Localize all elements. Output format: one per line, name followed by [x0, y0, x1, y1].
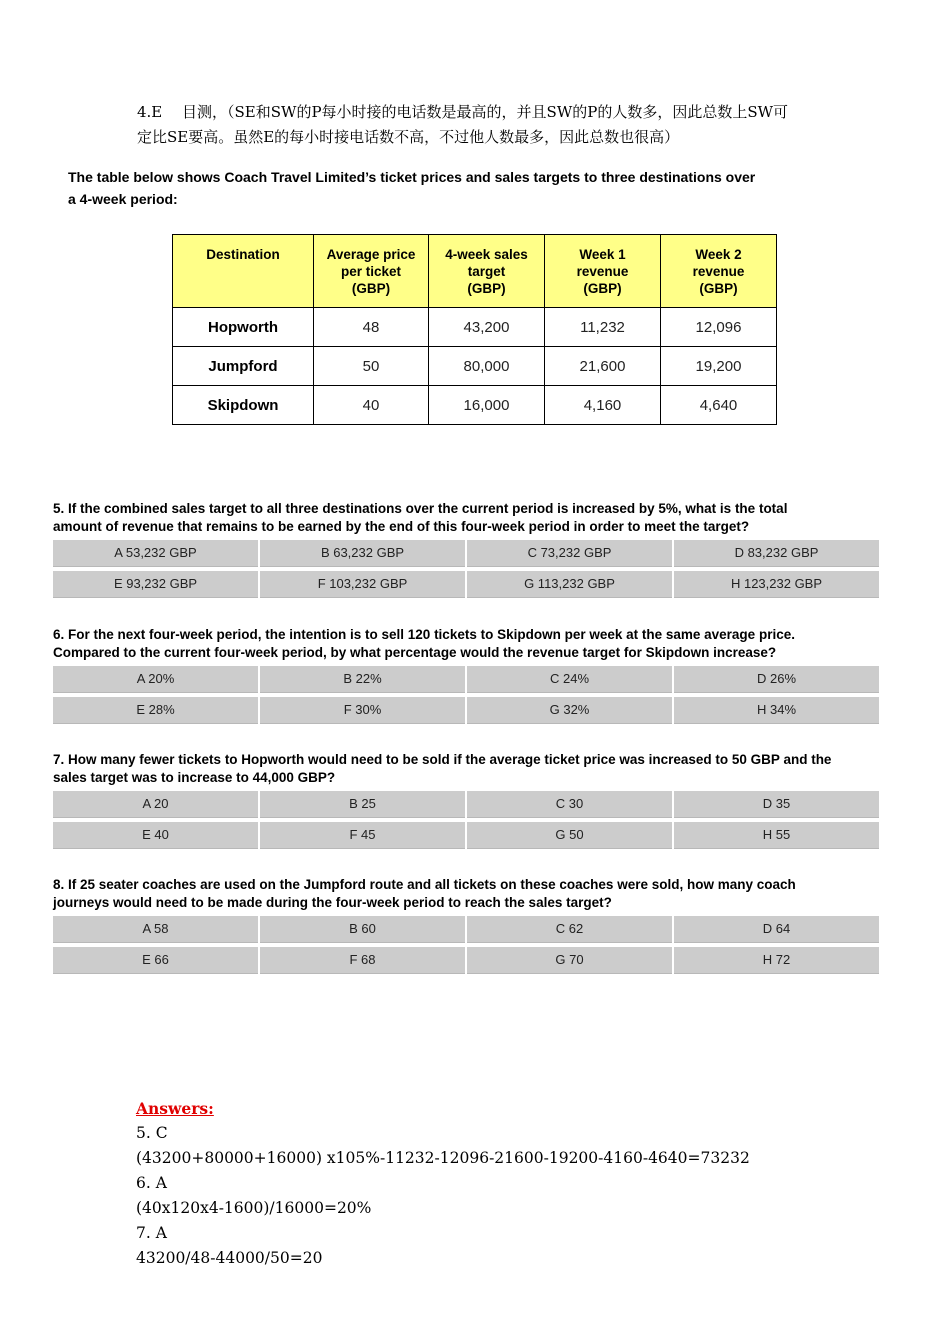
header-line: 4-week sales	[445, 246, 528, 262]
question-line: 5. If the combined sales target to all three destinations over the current period is increased by 5%, what is the total	[53, 501, 788, 516]
option-d[interactable]: D 26%	[674, 666, 879, 693]
cell-value: 16,000	[429, 386, 545, 425]
option-e[interactable]: E 66	[53, 947, 258, 974]
question-line: 6. For the next four-week period, the intention is to sell 120 tickets to Skipdown per week at the same average price.	[53, 627, 795, 642]
option-a[interactable]: A 53,232 GBP	[53, 540, 258, 567]
question-text	[53, 500, 879, 536]
option-h[interactable]: H 72	[674, 947, 879, 974]
cell-value: 21,600	[545, 347, 661, 386]
option-g[interactable]: G 32%	[467, 697, 672, 724]
header-week1-revenue	[545, 235, 661, 308]
option-a[interactable]: A 58	[53, 916, 258, 943]
intro-line: 4.E 目测，（SE和SW的P每小时接的电话数是最高的，并且SW的P的人数多，因此总数上SW可	[137, 103, 789, 121]
option-d[interactable]: D 83,232 GBP	[674, 540, 879, 567]
answer-options	[53, 791, 879, 849]
question-text	[53, 751, 879, 787]
answer-line: (40x120x4-1600)/16000=20%	[136, 1199, 372, 1217]
cell-value: 12,096	[661, 308, 777, 347]
answer-line: 43200/48-44000/50=20	[136, 1249, 323, 1267]
cell-value: 4,640	[661, 386, 777, 425]
question-line: 7. How many fewer tickets to Hopworth would need to be sold if the average ticket price was increased to 50 GBP and the	[53, 752, 832, 767]
header-line: (GBP)	[583, 280, 622, 296]
option-c[interactable]: C 62	[467, 916, 672, 943]
option-e[interactable]: E 40	[53, 822, 258, 849]
option-b[interactable]: B 63,232 GBP	[260, 540, 465, 567]
header-week2-revenue	[661, 235, 777, 308]
question-text	[53, 626, 879, 662]
cell-value: 19,200	[661, 347, 777, 386]
table-header-row	[173, 235, 777, 308]
option-c[interactable]: C 73,232 GBP	[467, 540, 672, 567]
answer-options	[53, 540, 879, 598]
option-e[interactable]: E 28%	[53, 697, 258, 724]
cell-destination: Jumpford	[173, 347, 314, 386]
option-h[interactable]: H 34%	[674, 697, 879, 724]
header-line: (GBP)	[699, 280, 738, 296]
option-h[interactable]: H 55	[674, 822, 879, 849]
intro-paragraph	[137, 100, 867, 150]
answer-options	[53, 916, 879, 974]
option-g[interactable]: G 70	[467, 947, 672, 974]
answer-line: (43200+80000+16000) x105%-11232-12096-21600-19200-4160-4640=73232	[136, 1149, 750, 1167]
table-row	[173, 347, 777, 386]
answer-line: 7. A	[136, 1224, 167, 1242]
option-b[interactable]: B 22%	[260, 666, 465, 693]
header-line: per ticket	[340, 263, 402, 279]
question-line: 8. If 25 seater coaches are used on the Jumpford route and all tickets on these coaches were sold, how many coach	[53, 877, 796, 892]
option-f[interactable]: F 30%	[260, 697, 465, 724]
header-line: revenue	[576, 263, 629, 279]
option-f[interactable]: F 103,232 GBP	[260, 571, 465, 598]
answer-options	[53, 666, 879, 724]
option-d[interactable]: D 64	[674, 916, 879, 943]
option-b[interactable]: B 60	[260, 916, 465, 943]
question-8	[53, 876, 879, 974]
option-c[interactable]: C 30	[467, 791, 672, 818]
cell-destination: Hopworth	[173, 308, 314, 347]
option-f[interactable]: F 68	[260, 947, 465, 974]
question-6	[53, 626, 879, 724]
header-line: Average price	[326, 246, 416, 262]
question-line: amount of revenue that remains to be earned by the end of this four-week period in order to meet the target?	[53, 519, 750, 534]
option-d[interactable]: D 35	[674, 791, 879, 818]
header-line: Destination	[206, 246, 280, 262]
header-line: revenue	[692, 263, 745, 279]
header-line: target	[467, 263, 506, 279]
cell-value: 4,160	[545, 386, 661, 425]
table-row	[173, 308, 777, 347]
cell-value: 40	[314, 386, 429, 425]
option-a[interactable]: A 20	[53, 791, 258, 818]
question-5	[53, 500, 879, 598]
question-line: journeys would need to be made during the four-week period to reach the sales target?	[53, 895, 612, 910]
question-7	[53, 751, 879, 849]
header-sales-target	[429, 235, 545, 308]
option-g[interactable]: G 113,232 GBP	[467, 571, 672, 598]
answer-line: 6. A	[136, 1174, 167, 1192]
option-c[interactable]: C 24%	[467, 666, 672, 693]
header-destination	[173, 235, 314, 308]
table-row	[173, 386, 777, 425]
header-line: Week 1	[579, 246, 626, 262]
option-g[interactable]: G 50	[467, 822, 672, 849]
option-f[interactable]: F 45	[260, 822, 465, 849]
answers-title: Answers:	[136, 1099, 214, 1118]
ticket-price-table	[172, 234, 777, 425]
cell-value: 11,232	[545, 308, 661, 347]
header-line: Week 2	[695, 246, 742, 262]
cell-value: 80,000	[429, 347, 545, 386]
question-line: sales target was to increase to 44,000 GBP?	[53, 770, 336, 785]
caption-line: The table below shows Coach Travel Limited’s ticket prices and sales targets to three destinations over	[68, 169, 756, 185]
question-text	[53, 876, 879, 912]
option-b[interactable]: B 25	[260, 791, 465, 818]
cell-value: 43,200	[429, 308, 545, 347]
table-caption	[68, 166, 808, 210]
cell-value: 50	[314, 347, 429, 386]
header-average-price	[314, 235, 429, 308]
option-e[interactable]: E 93,232 GBP	[53, 571, 258, 598]
cell-value: 48	[314, 308, 429, 347]
header-line: (GBP)	[351, 280, 391, 296]
caption-line: a 4-week period:	[68, 191, 178, 207]
header-line: (GBP)	[467, 280, 506, 296]
answer-line: 5. C	[136, 1124, 168, 1142]
answers-section	[136, 1096, 750, 1271]
option-a[interactable]: A 20%	[53, 666, 258, 693]
cell-destination: Skipdown	[173, 386, 314, 425]
question-line: Compared to the current four-week period, by what percentage would the revenue target for Skipdown increase?	[53, 645, 777, 660]
option-h[interactable]: H 123,232 GBP	[674, 571, 879, 598]
intro-line: 定比SE要高。虽然E的每小时接电话数不高，不过他人数最多，因此总数也很高）	[137, 128, 680, 146]
